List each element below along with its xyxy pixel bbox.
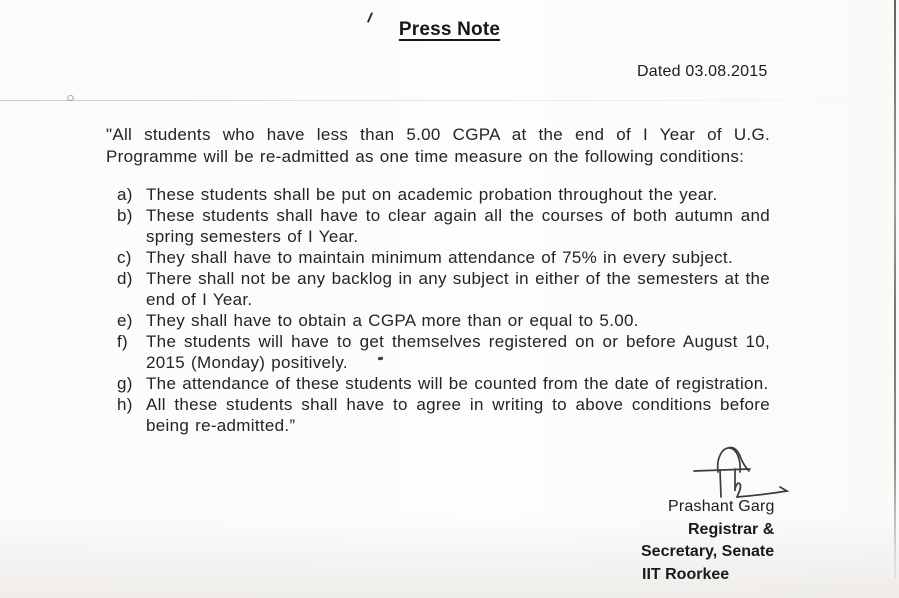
- text-line: The attendance of these students will be counted from the date of registration.: [146, 374, 769, 393]
- condition-text: [146, 373, 770, 394]
- condition-label: b): [117, 206, 133, 225]
- condition-label: d): [117, 269, 133, 288]
- signatory-name: Prashant Garg: [668, 498, 775, 515]
- condition-item: [117, 331, 770, 373]
- condition-label: h): [117, 395, 133, 414]
- condition-label: c): [117, 248, 132, 267]
- text-line: 2015 (Monday) positively.: [146, 353, 348, 372]
- text-line: "All students who have less than 5.00 CGPA at the end of I Year of U.G.: [106, 125, 770, 144]
- text-line: They shall have to obtain a CGPA more than or equal to 5.00.: [146, 311, 639, 330]
- text-line: They shall have to maintain minimum attendance of 75% in every subject.: [146, 248, 733, 267]
- condition-label: e): [117, 311, 133, 330]
- signatory-role-2: Secretary, Senate: [641, 543, 775, 560]
- conditions-list: [117, 184, 770, 436]
- scan-edge-line: [894, 0, 896, 578]
- condition-text: [146, 310, 770, 331]
- text-line: The students will have to get themselves registered on or before August 10,: [146, 332, 770, 351]
- signatory-role-1: Registrar &: [688, 521, 775, 538]
- scan-speck: [67, 95, 74, 101]
- condition-item: [117, 373, 770, 394]
- text-line: spring semesters of I Year.: [146, 227, 359, 246]
- date-line: Dated 03.08.2015: [637, 63, 768, 80]
- condition-text: [146, 394, 770, 436]
- condition-text: [146, 268, 770, 310]
- condition-label: f): [117, 332, 128, 351]
- title-row: [0, 19, 899, 41]
- text-line: There shall not be any backlog in any subject in either of the semesters at the: [146, 269, 770, 288]
- condition-text: [146, 205, 770, 247]
- condition-item: [117, 394, 770, 436]
- condition-label: g): [117, 374, 133, 393]
- condition-text: [146, 331, 770, 373]
- condition-item: [117, 184, 770, 205]
- text-line: These students shall be put on academic probation throughout the year.: [146, 185, 718, 204]
- text-line: These students shall have to clear again all the courses of both autumn and: [146, 206, 770, 225]
- condition-item: [117, 268, 770, 310]
- condition-item: [117, 247, 770, 268]
- scan-streak-line: [0, 100, 899, 101]
- condition-label: a): [117, 185, 133, 204]
- intro-paragraph: [106, 124, 770, 168]
- signatory-role-3: IIT Roorkee: [642, 566, 730, 583]
- page-title: Press Note: [398, 19, 501, 40]
- text-line: end of I Year.: [146, 290, 253, 309]
- condition-text: [146, 247, 770, 268]
- condition-text: [146, 184, 770, 205]
- condition-item: [117, 310, 770, 331]
- text-line: Programme will be re-admitted as one time measure on the following conditions:: [106, 147, 745, 166]
- text-line: All these students shall have to agree in writing to above conditions before: [146, 395, 770, 414]
- text-line: being re-admitted.”: [146, 416, 296, 435]
- signature-scribble: [688, 444, 808, 506]
- condition-item: [117, 205, 770, 247]
